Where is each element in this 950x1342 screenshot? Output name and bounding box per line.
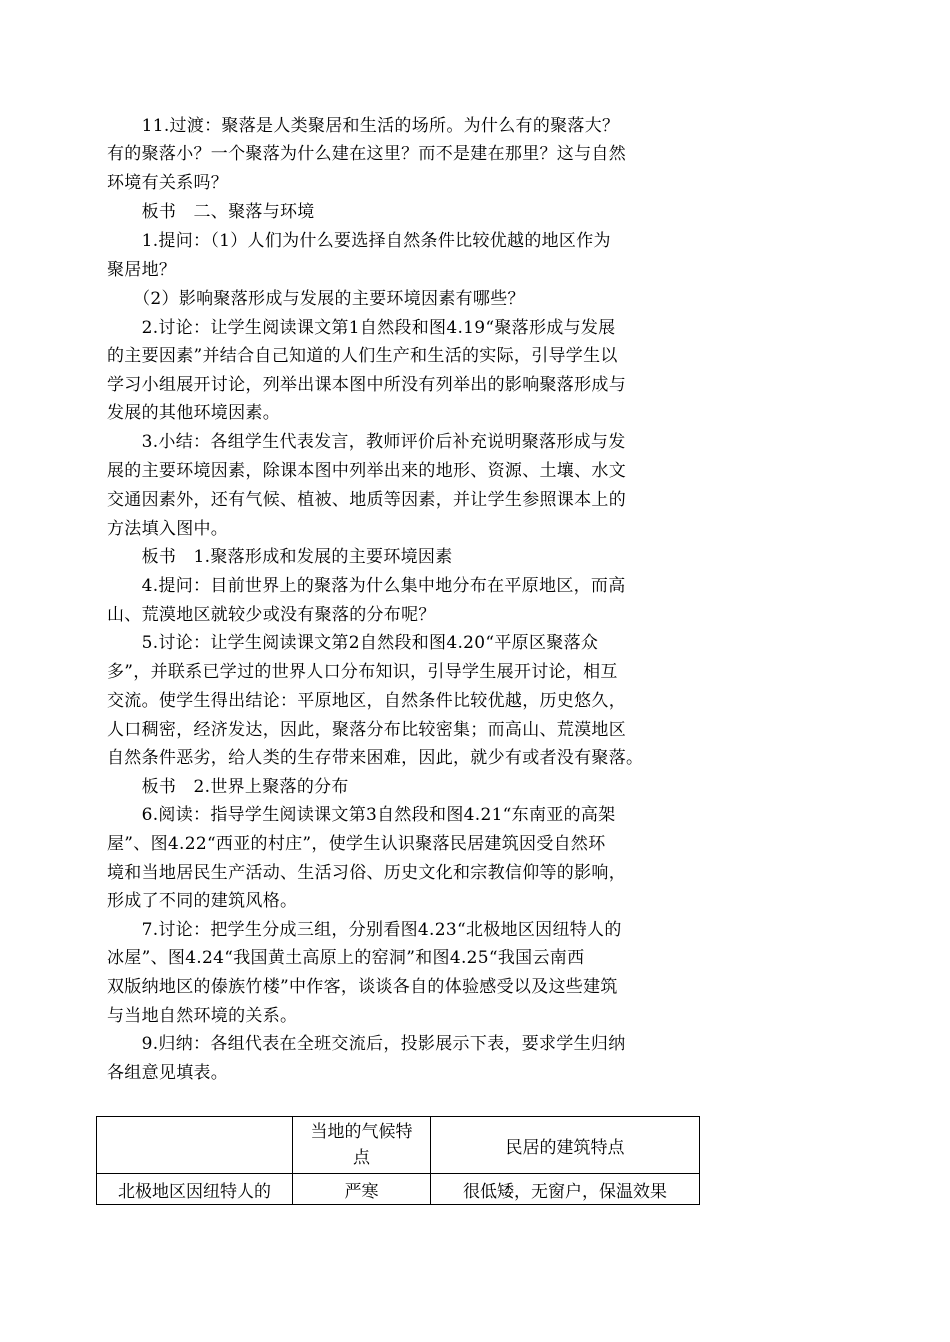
text-line: 自然条件恶劣，给人类的生存带来困难，因此，就少有或者没有聚落。 (107, 748, 644, 768)
table-header-cell: 当地的气候特 点 (293, 1117, 431, 1174)
text-line: 方法填入图中。 (107, 519, 229, 539)
table-row (97, 1174, 700, 1205)
text-line: 与当地自然环境的关系。 (107, 1006, 298, 1026)
table-header-row (97, 1117, 700, 1174)
table-cell: 很低矮，无窗户，保温效果 (431, 1174, 700, 1205)
text-line: 冰屋”、图4.24“我国黄土高原上的窑洞”和图4.25“我国云南西 (107, 948, 585, 968)
text-line: 7.讨论：把学生分成三组，分别看图4.23“北极地区因纽特人的 (107, 920, 622, 940)
text-line: 板书 二、聚落与环境 (107, 202, 315, 222)
text-line: 境和当地居民生产活动、生活习俗、历史文化和宗教信仰等的影响， (107, 863, 626, 883)
text-line: 4.提问：目前世界上的聚落为什么集中地分布在平原地区，而高 (107, 576, 626, 596)
text-line: 双版纳地区的傣族竹楼”中作客，谈谈各自的体验感受以及这些建筑 (107, 977, 618, 997)
text-line: 人口稠密，经济发达，因此，聚落分布比较密集；而高山、荒漠地区 (107, 720, 626, 740)
text-line: 5.讨论：让学生阅读课文第2自然段和图4.20“平原区聚落众 (107, 633, 599, 653)
text-line: 聚居地？ (107, 260, 177, 280)
text-line: 屋”、图4.22“西亚的村庄”，使学生认识聚落民居建筑因受自然环 (107, 834, 606, 854)
text-line: 2.讨论：让学生阅读课文第1自然段和图4.19“聚落形成与发展 (107, 318, 616, 338)
table-cell: 严寒 (293, 1174, 431, 1205)
text-line: 展的主要环境因素，除课本图中列举出来的地形、资源、土壤、水文 (107, 461, 626, 481)
text-line: （2）影响聚落形成与发展的主要环境因素有哪些？ (107, 289, 525, 309)
text-line: 3.小结：各组学生代表发言，教师评价后补充说明聚落形成与发 (107, 432, 626, 452)
table-cell: 北极地区因纽特人的 (97, 1174, 293, 1205)
text-line: 发展的其他环境因素。 (107, 403, 280, 423)
text-line: 板书 2.世界上聚落的分布 (107, 777, 349, 797)
text-line: 各组意见填表。 (107, 1063, 229, 1083)
text-line: 多”，并联系已学过的世界人口分布知识，引导学生展开讨论，相互 (107, 662, 618, 682)
text-line: 有的聚落小？一个聚落为什么建在这里？而不是建在那里？这与自然 (107, 144, 626, 164)
table-header-cell: 民居的建筑特点 (431, 1117, 700, 1174)
text-line: 交流。使学生得出结论：平原地区，自然条件比较优越，历史悠久， (107, 691, 626, 711)
text-line: 环境有关系吗？ (107, 173, 229, 193)
text-line: 交通因素外，还有气候、植被、地质等因素，并让学生参照课本上的 (107, 490, 626, 510)
text-line: 11.过渡：聚落是人类聚居和生活的场所。为什么有的聚落大？ (107, 116, 620, 136)
text-line: 的主要因素”并结合自己知道的人们生产和生活的实际，引导学生以 (107, 346, 618, 366)
text-line: 板书 1.聚落形成和发展的主要环境因素 (107, 547, 453, 567)
text-line: 1.提问：（1）人们为什么要选择自然条件比较优越的地区作为 (107, 231, 611, 251)
text-line: 山、荒漠地区就较少或没有聚落的分布呢？ (107, 605, 436, 625)
text-line: 9.归纳：各组代表在全班交流后，投影展示下表，要求学生归纳 (107, 1034, 626, 1054)
text-line: 学习小组展开讨论，列举出课本图中所没有列举出的影响聚落形成与 (107, 375, 626, 395)
comparison-table (96, 1116, 700, 1205)
table-header-cell (97, 1117, 293, 1174)
text-line: 6.阅读：指导学生阅读课文第3自然段和图4.21“东南亚的高架 (107, 805, 616, 825)
text-line: 形成了不同的建筑风格。 (107, 891, 298, 911)
